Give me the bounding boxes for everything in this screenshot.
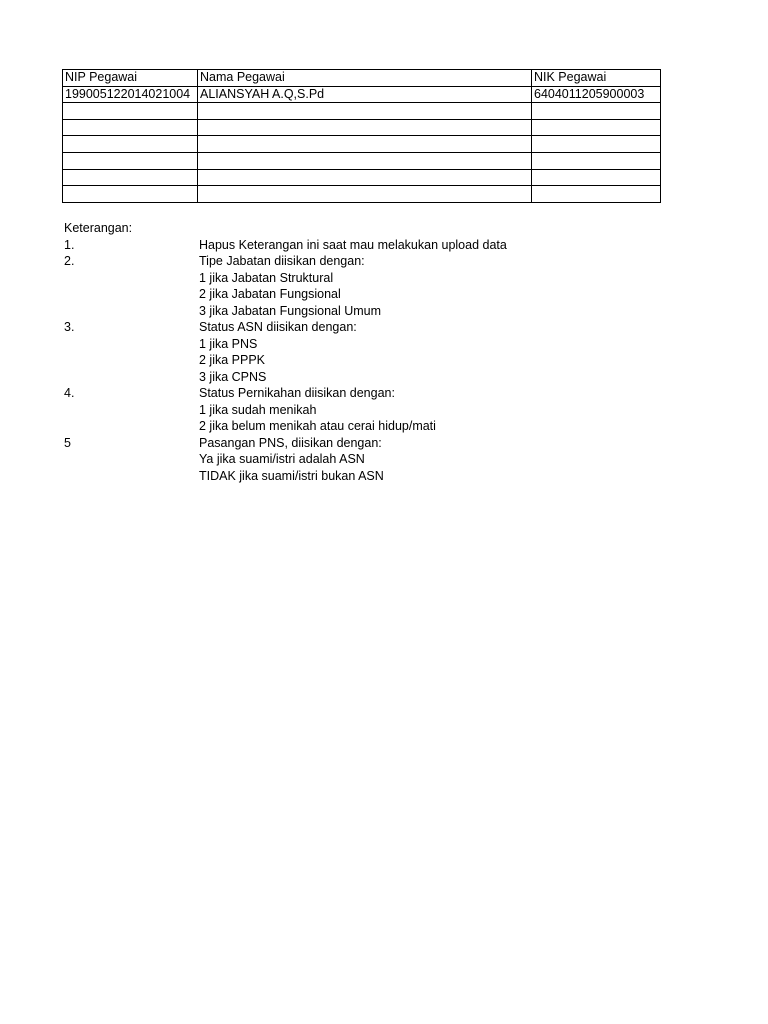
note-number: 2. [64, 254, 75, 268]
cell-nik[interactable] [532, 186, 661, 203]
note-line [64, 303, 664, 320]
note-line [64, 468, 664, 485]
note-text: TIDAK jika suami/istri bukan ASN [199, 468, 384, 483]
note-line [64, 270, 664, 287]
table-row [63, 169, 661, 186]
cell-nip[interactable]: 199005122014021004 [63, 86, 198, 103]
cell-nama[interactable] [198, 186, 532, 203]
cell-nik[interactable] [532, 136, 661, 153]
header-nik[interactable]: NIK Pegawai [532, 70, 661, 87]
note-text: Ya jika suami/istri adalah ASN [199, 452, 365, 466]
cell-nik[interactable] [532, 119, 661, 136]
note-line [64, 402, 664, 419]
notes-section [64, 220, 664, 484]
cell-nama[interactable]: ALIANSYAH A.Q,S.Pd [198, 86, 532, 103]
note-text: 1 jika PNS [199, 336, 258, 351]
header-nama[interactable]: Nama Pegawai [198, 70, 532, 87]
table-row [63, 186, 661, 203]
cell-nik[interactable] [532, 169, 661, 186]
note-line [64, 336, 664, 353]
note-text: Hapus Keterangan ini saat mau melakukan upload data [199, 237, 507, 252]
table-header-row [63, 70, 661, 87]
table-row [63, 152, 661, 169]
cell-nama[interactable] [198, 169, 532, 186]
note-line [64, 352, 664, 369]
note-text: Status ASN diisikan dengan: [199, 320, 357, 334]
cell-nip[interactable] [63, 152, 198, 169]
table-row [63, 136, 661, 153]
note-text: 1 jika Jabatan Struktural [199, 270, 334, 285]
employee-table [62, 69, 661, 203]
notes-title: Keterangan: [64, 221, 133, 235]
note-line [64, 286, 664, 303]
note-line [64, 319, 664, 336]
cell-nik[interactable] [532, 103, 661, 120]
note-text: 3 jika Jabatan Fungsional Umum [199, 303, 382, 318]
cell-nik[interactable] [532, 152, 661, 169]
table-row [63, 103, 661, 120]
note-line [64, 385, 664, 402]
cell-nip[interactable] [63, 186, 198, 203]
note-line [64, 253, 664, 270]
cell-nama[interactable] [198, 119, 532, 136]
cell-nip[interactable] [63, 169, 198, 186]
note-text: 3 jika CPNS [199, 369, 267, 384]
note-line [64, 237, 664, 254]
notes-title-line [64, 220, 664, 237]
note-number: 5 [64, 435, 71, 450]
note-text: Pasangan PNS, diisikan dengan: [199, 435, 382, 450]
table-row [63, 119, 661, 136]
note-line [64, 435, 664, 452]
cell-nip[interactable] [63, 103, 198, 120]
cell-nama[interactable] [198, 152, 532, 169]
note-text: 1 jika sudah menikah [199, 402, 317, 417]
note-text: 2 jika Jabatan Fungsional [199, 287, 341, 301]
note-text: 2 jika belum menikah atau cerai hidup/mati [199, 419, 436, 433]
note-text: Tipe Jabatan diisikan dengan: [199, 254, 365, 268]
note-text: 2 jika PPPK [199, 353, 266, 367]
cell-nip[interactable] [63, 119, 198, 136]
cell-nip[interactable] [63, 136, 198, 153]
note-line [64, 369, 664, 386]
note-line [64, 418, 664, 435]
cell-nama[interactable] [198, 136, 532, 153]
cell-nik[interactable]: 6404011205900003 [532, 86, 661, 103]
note-number: 1. [64, 237, 75, 252]
note-number: 4. [64, 386, 75, 400]
note-line [64, 451, 664, 468]
cell-nama[interactable] [198, 103, 532, 120]
note-number: 3. [64, 320, 75, 334]
table-row [63, 86, 661, 103]
note-text: Status Pernikahan diisikan dengan: [199, 386, 395, 400]
header-nip[interactable]: NIP Pegawai [63, 70, 198, 87]
